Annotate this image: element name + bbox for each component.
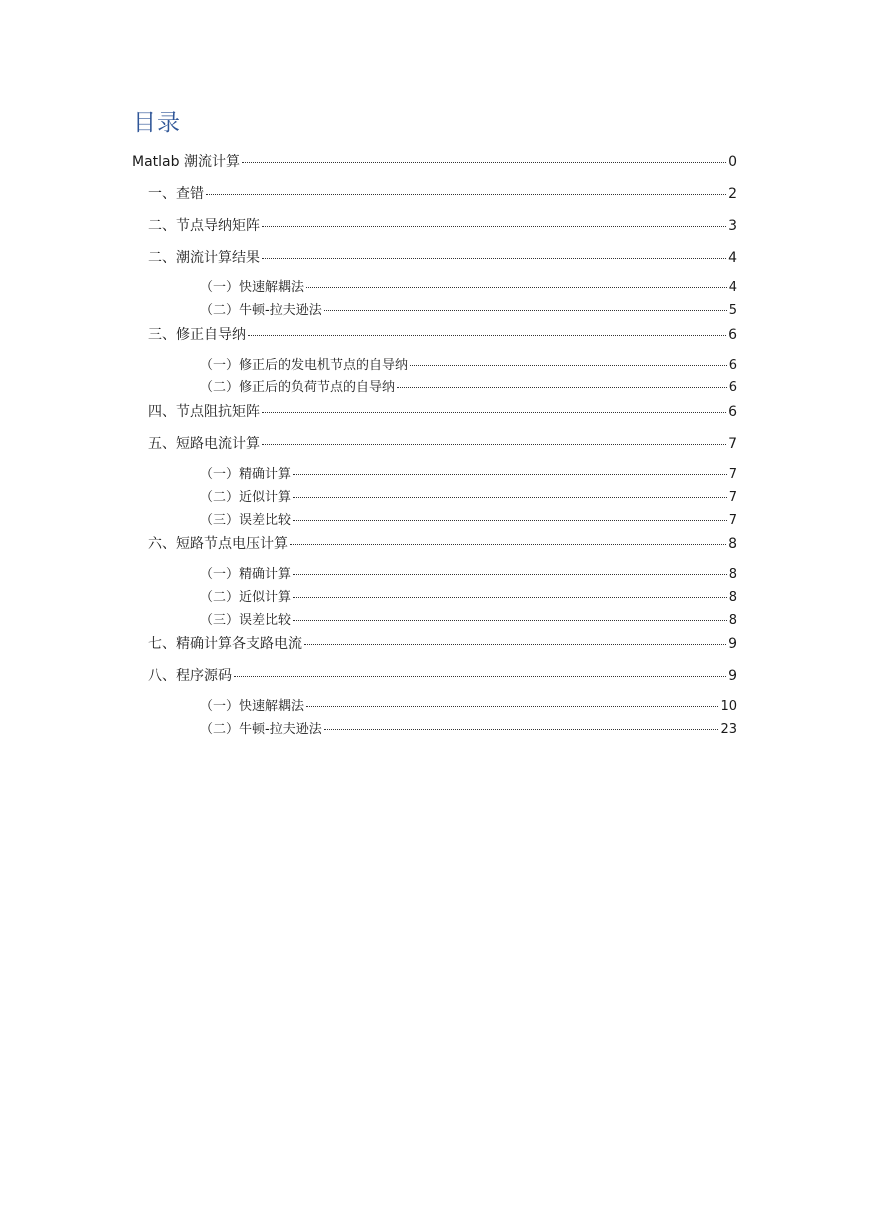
toc-dot-leader (293, 620, 727, 621)
toc-dot-leader (262, 226, 726, 227)
toc-entry-text: 三、修正自导纳 (148, 327, 246, 343)
toc-dot-leader (234, 676, 726, 677)
toc-page-number: 8 (728, 567, 737, 582)
toc-entry-text: 二、节点导纳矩阵 (148, 218, 260, 234)
toc-dot-leader (324, 310, 727, 311)
toc-dot-leader (293, 520, 727, 521)
toc-entry[interactable] (200, 279, 737, 297)
toc-page-number: 7 (728, 436, 737, 452)
toc-entry-text: （一）快速解耦法 (200, 280, 305, 295)
toc-title: 目录 (133, 110, 181, 136)
toc-dot-leader (248, 335, 726, 336)
toc-entry[interactable] (148, 435, 737, 453)
toc-entry-text: （三）误差比较 (200, 613, 292, 628)
toc-page-number: 4 (728, 280, 737, 295)
toc-dot-leader (206, 194, 726, 195)
toc-entry[interactable] (132, 153, 737, 171)
toc-entry[interactable] (148, 249, 737, 267)
toc-entry-text: 五、短路电流计算 (148, 436, 260, 452)
toc-page-number: 7 (728, 467, 737, 482)
toc-page-number: 0 (728, 154, 737, 170)
toc-entry-text: （三）误差比较 (200, 513, 292, 528)
toc-dot-leader (324, 729, 719, 730)
toc-entry[interactable] (148, 635, 737, 653)
toc-entry[interactable] (200, 589, 737, 607)
toc-entry[interactable] (200, 721, 737, 739)
toc-page-number: 8 (728, 613, 737, 628)
toc-page-number: 6 (728, 404, 737, 420)
toc-page-number: 7 (728, 490, 737, 505)
toc-dot-leader (262, 444, 726, 445)
toc-entry[interactable] (200, 566, 737, 584)
toc-page-number: 4 (728, 250, 737, 266)
toc-entry-text: 四、节点阻抗矩阵 (148, 404, 260, 420)
toc-entry[interactable] (200, 357, 737, 375)
toc-entry[interactable] (200, 612, 737, 630)
toc-entry-text: （二）牛顿-拉夫逊法 (200, 303, 322, 318)
toc-entry-text: 一、查错 (148, 186, 204, 202)
toc-entry[interactable] (200, 302, 737, 320)
toc-entry[interactable] (148, 403, 737, 421)
toc-dot-leader (410, 365, 727, 366)
toc-dot-leader (242, 162, 726, 163)
toc-dot-leader (397, 387, 727, 388)
toc-page-number: 10 (720, 699, 737, 714)
toc-entry[interactable] (148, 326, 737, 344)
toc-page-number: 5 (728, 303, 737, 318)
toc-entry[interactable] (148, 667, 737, 685)
toc-entry[interactable] (200, 466, 737, 484)
toc-page-number: 3 (728, 218, 737, 234)
toc-entry-text: 二、潮流计算结果 (148, 250, 260, 266)
toc-entry[interactable] (148, 217, 737, 235)
toc-dot-leader (306, 287, 727, 288)
toc-entry[interactable] (148, 535, 737, 553)
toc-entry-text: （二）近似计算 (200, 490, 292, 505)
toc-page-number: 9 (728, 668, 737, 684)
toc-entry-text: 七、精确计算各支路电流 (148, 636, 302, 652)
toc-entry-text: （一）精确计算 (200, 567, 292, 582)
toc-dot-leader (290, 544, 726, 545)
toc-entry-text: （一）快速解耦法 (200, 699, 305, 714)
toc-entry[interactable] (200, 698, 737, 716)
toc-entry-text: Matlab 潮流计算 (132, 154, 240, 170)
toc-entry-text: （二）修正后的负荷节点的自导纳 (200, 380, 396, 395)
toc-page-number: 8 (728, 536, 737, 552)
toc-entry[interactable] (200, 512, 737, 530)
toc-entry-text: （二）近似计算 (200, 590, 292, 605)
toc-entry-text: 八、程序源码 (148, 668, 232, 684)
toc-page-number: 7 (728, 513, 737, 528)
toc-entry-text: 六、短路节点电压计算 (148, 536, 288, 552)
toc-entry[interactable] (200, 379, 737, 397)
toc-entry-text: （一）修正后的发电机节点的自导纳 (200, 358, 409, 373)
toc-page-number: 6 (728, 358, 737, 373)
toc-page-number: 6 (728, 327, 737, 343)
toc-dot-leader (262, 412, 726, 413)
toc-dot-leader (262, 258, 726, 259)
toc-page-number: 23 (720, 722, 737, 737)
toc-dot-leader (293, 474, 727, 475)
toc-entry[interactable] (200, 489, 737, 507)
toc-entry-text: （一）精确计算 (200, 467, 292, 482)
toc-dot-leader (293, 597, 727, 598)
toc-dot-leader (293, 497, 727, 498)
toc-dot-leader (304, 644, 726, 645)
toc-page-number: 2 (728, 186, 737, 202)
toc-page-number: 6 (728, 380, 737, 395)
toc-page-number: 9 (728, 636, 737, 652)
toc-entry-text: （二）牛顿-拉夫逊法 (200, 722, 322, 737)
toc-dot-leader (293, 574, 727, 575)
toc-dot-leader (306, 706, 718, 707)
toc-entry[interactable] (148, 185, 737, 203)
toc-page-number: 8 (728, 590, 737, 605)
